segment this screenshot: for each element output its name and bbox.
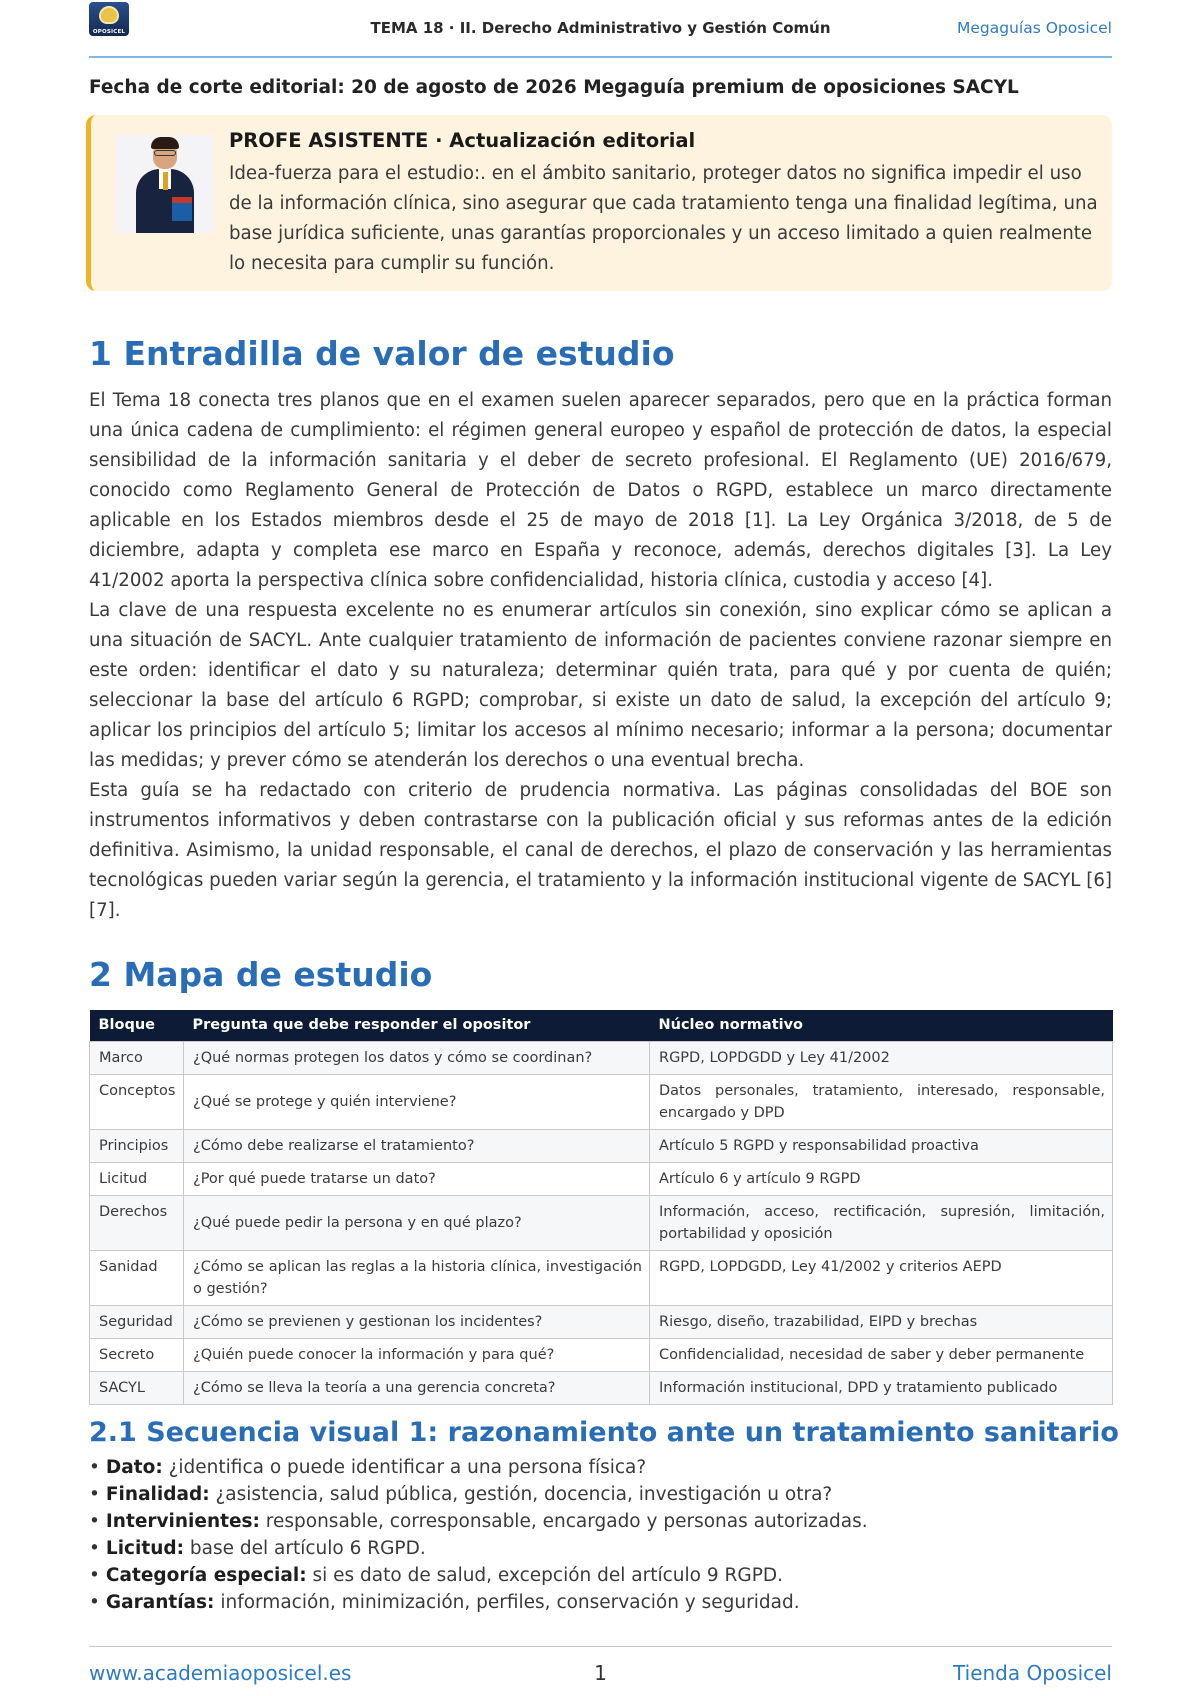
callout-text: Idea-fuerza para el estudio:. en el ámbito sanitario, proteger datos no significa impedir el uso de la información clínica, sino asegurar que cada tratamiento tenga una finalidad legítima, una base jurídica suficiente, unas garantías proporcionales y un acceso limitado a quien realmente lo necesita para cumplir su función. [229,163,1098,274]
table-cell: Principios [90,1129,184,1162]
table-cell: Secreto [90,1338,184,1371]
list-item-label: Licitud: [105,1538,185,1559]
table-cell: Datos personales, tratamiento, interesado, responsable, encargado y DPD [650,1074,1113,1129]
table-cell: Riesgo, diseño, trazabilidad, EIPD y brechas [650,1305,1113,1338]
table-cell: Licitud [90,1162,184,1195]
list-item [89,1481,868,1508]
table-cell: ¿Qué normas protegen los datos y cómo se coordinan? [184,1041,650,1074]
table-row [90,1041,1113,1074]
table-cell: Artículo 5 RGPD y responsabilidad proactiva [650,1129,1113,1162]
list-item-label: Finalidad: [105,1484,210,1505]
study-map-table [89,1010,1113,1405]
table-cell: Información, acceso, rectificación, supresión, limitación, portabilidad y oposición [650,1195,1113,1250]
section-1-body [89,386,1112,926]
paragraph: Esta guía se ha redactado con criterio de prudencia normativa. Las páginas consolidadas del BOE son instrumentos informativos y deben contrastarse con la publicación oficial y sus reformas antes de la edición definitiva. Asimismo, la unidad responsable, el canal de derechos, el plazo de conservación y las herramientas tecnológicas pueden variar según la gerencia, el tratamiento y la información institucional vigente de SACYL [6] [7]. [89,780,1112,921]
list-item-text: ¿identifica o puede identificar a una persona física? [162,1457,647,1478]
section-1-heading: 1 Entradilla de valor de estudio [89,334,675,373]
table-cell: ¿Cómo se aplican las reglas a la historia clínica, investigación o gestión? [184,1250,650,1305]
table-cell: SACYL [90,1371,184,1404]
bullet-icon: • [89,1457,100,1478]
bullet-icon: • [89,1538,100,1559]
section-2-heading: 2 Mapa de estudio [89,955,433,994]
bullet-icon: • [89,1511,100,1532]
table-header-cell: Bloque [90,1010,184,1041]
table-row [90,1195,1113,1250]
list-item [89,1454,868,1481]
page-number: 1 [594,1661,607,1685]
list-item [89,1508,868,1535]
editorial-cutoff-line: Fecha de corte editorial: 20 de agosto de 2026 Megaguía premium de oposiciones SACYL [89,77,1019,98]
reasoning-sequence-list [89,1454,868,1616]
footer-website-link[interactable]: www.academiaoposicel.es [89,1661,352,1685]
table-cell: Conceptos [90,1074,184,1129]
list-item-text: ¿asistencia, salud pública, gestión, docencia, investigación u otra? [209,1484,833,1505]
table-cell: ¿Por qué puede tratarse un dato? [184,1162,650,1195]
table-header-cell: Pregunta que debe responder el opositor [184,1010,650,1041]
list-item-label: Intervinientes: [105,1511,260,1532]
logo-text: OPOSICEL [92,29,126,35]
bullet-icon: • [89,1592,100,1613]
table-cell: ¿Cómo se lleva la teoría a una gerencia concreta? [184,1371,650,1404]
page-footer [89,1646,1112,1685]
header-link-megaguias[interactable]: Megaguías Oposicel [957,19,1112,37]
paragraph: La clave de una respuesta excelente no es enumerar artículos sin conexión, sino explicar cómo se aplican a una situación de SACYL. Ante cualquier tratamiento de información de pacientes conviene razonar siempre en este orden: identificar el dato y su naturaleza; determinar quién trata, para qué y por cuenta de quién; seleccionar la base del artículo 6 RGPD; comprobar, si existe un dato de salud, la excepción del artículo 9; aplicar los principios del artículo 5; limitar los accesos al mínimo necesario; informar a la persona; documentar las medidas; y prever cómo se atenderán los derechos o una eventual brecha. [89,600,1112,771]
table-cell: Marco [90,1041,184,1074]
page-header [89,0,1112,58]
list-item-label: Garantías: [105,1592,215,1613]
table-cell: Información institucional, DPD y tratamiento publicado [650,1371,1113,1404]
table-row [90,1129,1113,1162]
table-cell: Seguridad [90,1305,184,1338]
list-item-text: información, minimización, perfiles, conservación y seguridad. [214,1592,800,1613]
paragraph: El Tema 18 conecta tres planos que en el examen suelen aparecer separados, pero que en la práctica forman una única cadena de cumplimiento: el régimen general europeo y español de protección de datos, la especial sensibilidad de la información sanitaria y el deber de secreto profesional. El Reglamento (UE) 2016/679, conocido como Reglamento General de Protección de Datos o RGPD, establece un marco directamente aplicable en los Estados miembros desde el 25 de mayo de 2018 [1]. La Ley Orgánica 3/2018, de 5 de diciembre, adapta y completa ese marco en España y reconoce, además, derechos digitales [3]. La Ley 41/2002 aporta la perspectiva clínica sobre confidencialidad, historia clínica, custodia y acceso [4]. [89,390,1112,591]
list-item [89,1535,868,1562]
teacher-avatar-icon [116,135,214,233]
table-cell: Sanidad [90,1250,184,1305]
table-cell: ¿Quién puede conocer la información y para qué? [184,1338,650,1371]
table-cell: Artículo 6 y artículo 9 RGPD [650,1162,1113,1195]
table-cell: ¿Qué se protege y quién interviene? [184,1074,650,1129]
list-item-text: responsable, corresponsable, encargado y personas autorizadas. [259,1511,868,1532]
list-item [89,1562,868,1589]
table-row [90,1338,1113,1371]
table-cell: ¿Cómo debe realizarse el tratamiento? [184,1129,650,1162]
table-row [90,1250,1113,1305]
callout-title: PROFE ASISTENTE · Actualización editorial [229,129,696,152]
footer-store-link[interactable]: Tienda Oposicel [953,1661,1112,1685]
table-cell: ¿Qué puede pedir la persona y en qué plazo? [184,1195,650,1250]
table-row [90,1074,1113,1129]
table-header-cell: Núcleo normativo [650,1010,1113,1041]
list-item-label: Dato: [105,1457,163,1478]
assistant-callout [86,115,1112,291]
list-item-text: si es dato de salud, excepción del artículo 9 RGPD. [306,1565,783,1586]
header-title: TEMA 18 · II. Derecho Administrativo y Gestión Común [370,19,831,37]
table-cell: RGPD, LOPDGDD y Ley 41/2002 [650,1041,1113,1074]
table-cell: ¿Cómo se previenen y gestionan los incidentes? [184,1305,650,1338]
table-row [90,1305,1113,1338]
table-cell: RGPD, LOPDGDD, Ley 41/2002 y criterios AEPD [650,1250,1113,1305]
bullet-icon: • [89,1565,100,1586]
list-item [89,1589,868,1616]
table-row [90,1162,1113,1195]
bullet-icon: • [89,1484,100,1505]
table-row [90,1371,1113,1404]
table-cell: Derechos [90,1195,184,1250]
list-item-text: base del artículo 6 RGPD. [184,1538,426,1559]
table-cell: Confidencialidad, necesidad de saber y deber permanente [650,1338,1113,1371]
list-item-label: Categoría especial: [105,1565,307,1586]
section-2-1-heading: 2.1 Secuencia visual 1: razonamiento ante un tratamiento sanitario [89,1417,1119,1448]
